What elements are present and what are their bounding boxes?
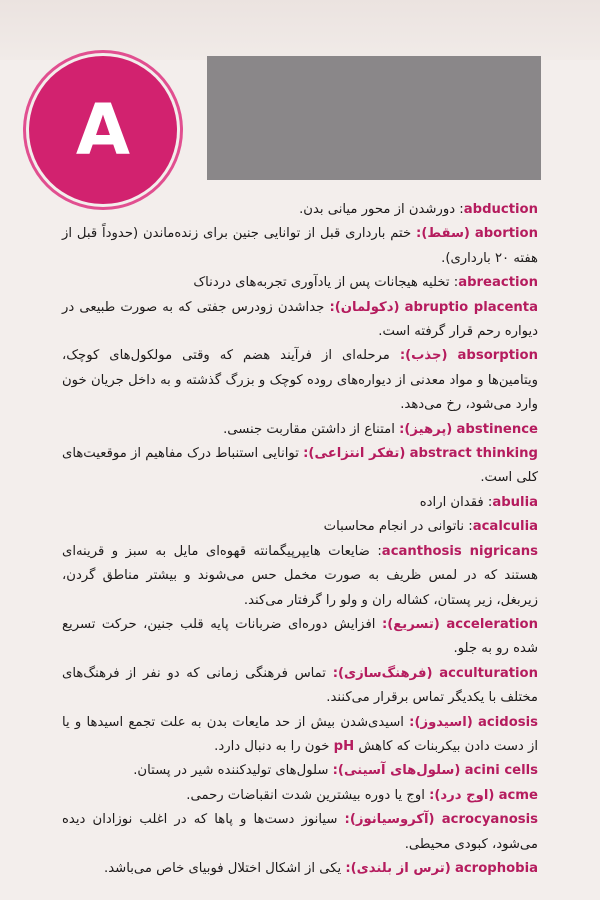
section-letter: A	[75, 89, 131, 171]
entry-term: abortion	[474, 226, 539, 242]
section-letter-badge	[29, 56, 177, 204]
entry-persian-term: (سلول‌های آسینی):	[332, 763, 461, 779]
entry-definition: سلول‌های تولیدکننده شیر در پستان.	[133, 763, 329, 779]
entry-definition: سیانوز دست‌ها و پاها که در اغلب نوزادان دیده می‌شود، کبودی محیطی.	[62, 812, 538, 852]
glossary-entries	[62, 198, 538, 881]
entry-term: abstinence	[456, 421, 538, 437]
entry-term: acrocyanosis	[441, 812, 538, 828]
glossary-entry	[62, 711, 538, 760]
glossary-entry	[62, 344, 538, 417]
entry-definition: اوج یا دوره بیشترین شدت انقباضات رحمی.	[186, 787, 425, 803]
entry-definition: ناتوانی در انجام محاسبات	[323, 519, 465, 535]
entry-term: acculturation	[439, 665, 538, 681]
entry-definition: توانایی استنباط درک مفاهیم از موقعیت‌های کلی است.	[62, 446, 538, 486]
entry-term: absorption	[457, 348, 538, 364]
entry-persian-term: (آکروسیانوز):	[344, 812, 435, 828]
glossary-entry	[62, 784, 538, 808]
entry-definition: تخلیه هیجانات پس از یادآوری تجربه‌های دردناک	[193, 275, 450, 291]
entry-term: abduction	[463, 202, 538, 217]
page-top-band	[0, 0, 600, 60]
glossary-entry	[62, 759, 538, 783]
entry-definition-tail: خون را به دنبال دارد.	[214, 738, 330, 754]
entry-definition: ختم بارداری قبل از توانایی جنین برای زنده‌ماندن (حدوداً قبل از هفته ۲۰ بارداری).	[62, 226, 538, 266]
glossary-entry	[62, 222, 538, 271]
entry-persian-term: (دکولمان):	[329, 299, 400, 315]
entry-term: acrophobia	[454, 860, 538, 876]
entry-term: acidosis	[478, 714, 538, 730]
glossary-entry: acalculia: ناتوانی در انجام محاسبات	[323, 519, 538, 535]
entry-persian-term: (تسریع):	[381, 616, 440, 632]
entry-definition: ضایعات هایپرپیگمانته قهوه‌ای مایل به سبز و قرینه‌ای هستند که در لمس ظریف به صورت مخمل حس می‌شوند و بیشتر مناطق گردن، زیربغل، زیر پستان، کشاله ران و ولو را گرفتار می‌کند.	[62, 543, 538, 608]
glossary-entry	[62, 418, 538, 442]
entry-definition: دورشدن از محور میانی بدن.	[299, 202, 456, 217]
entry-term: acalculia	[472, 519, 538, 535]
entry-definition: اسیدی‌شدن بیش از حد مایعات بدن به علت تجمع اسیدها و یا از دست دادن بیکربنات که کاهش	[62, 714, 538, 754]
entry-term: abstract thinking	[409, 446, 538, 462]
entry-term: acceleration	[446, 616, 539, 632]
entry-term: abulia	[492, 494, 538, 510]
entry-definition: یکی از اشکال اختلال فوبیای خاص می‌باشد.	[104, 860, 342, 876]
glossary-entry	[62, 662, 538, 711]
entry-term: acanthosis nigricans	[381, 543, 538, 559]
entry-persian-term: (ترس از بلندی):	[345, 860, 451, 876]
entry-persian-term: (پرهیز):	[399, 421, 453, 437]
entry-persian-term: (تفکر انتزاعی):	[303, 446, 406, 462]
entry-definition: امتناع از داشتن مقاربت جنسی.	[223, 421, 395, 437]
entry-definition: مرحله‌ای از فرآیند هضم که وقتی مولکول‌های کوچک، ویتامین‌ها و مواد معدنی از دیواره‌های روده کوچک و بزرگ گذشته و به داخل جریان خون وارد می‌شود، رخ می‌دهد.	[62, 348, 538, 413]
entry-persian-term: (اوج درد):	[429, 787, 495, 803]
entry-persian-term: (فرهنگ‌سازی):	[332, 665, 433, 681]
header-grey-box	[207, 56, 541, 180]
glossary-entry: abduction: دورشدن از محور میانی بدن.	[299, 202, 538, 217]
glossary-entry	[62, 442, 538, 491]
entry-term: abreaction	[458, 275, 538, 291]
glossary-entry: abulia: فقدان اراده	[419, 494, 538, 510]
glossary-entry	[62, 808, 538, 857]
entry-definition: تماس فرهنگی زمانی که دو نفر از فرهنگ‌های مختلف با یکدیگر تماس برقرار می‌کنند.	[62, 665, 538, 706]
glossary-entry: abreaction: تخلیه هیجانات پس از یادآوری تجربه‌های دردناک	[193, 275, 538, 291]
entry-persian-term: (سقط):	[416, 226, 470, 242]
entry-persian-term: (اسیدوز):	[409, 714, 473, 730]
entry-term: abruptio placenta	[404, 299, 538, 315]
entry-definition: جداشدن زودرس جفتی که به صورت طبیعی در دیواره رحم قرار گرفته است.	[62, 299, 538, 340]
entry-term: acini cells	[464, 763, 538, 779]
entry-term: acme	[498, 787, 538, 803]
entry-definition: افزایش دوره‌ای ضربانات پایه قلب جنین، حرکت تسریع شده رو به جلو.	[62, 616, 538, 657]
entry-persian-term: (جذب):	[399, 348, 448, 364]
entry-definition: فقدان اراده	[419, 494, 484, 510]
glossary-entry	[62, 613, 538, 662]
glossary-entry: acanthosis nigricans: ضایعات هایپرپیگمانته قهوه‌ای مایل به سبز و قرینه‌ای هستند که در لمس ظریف به صورت مخمل حس می‌شوند و بیشتر مناطق گردن، زیربغل، زیر پستان، کشاله ران و ولو را گرفتار می‌کند.	[62, 543, 538, 608]
entry-ph-term: pH	[333, 738, 355, 754]
glossary-entry	[62, 857, 538, 881]
glossary-entry	[62, 296, 538, 345]
